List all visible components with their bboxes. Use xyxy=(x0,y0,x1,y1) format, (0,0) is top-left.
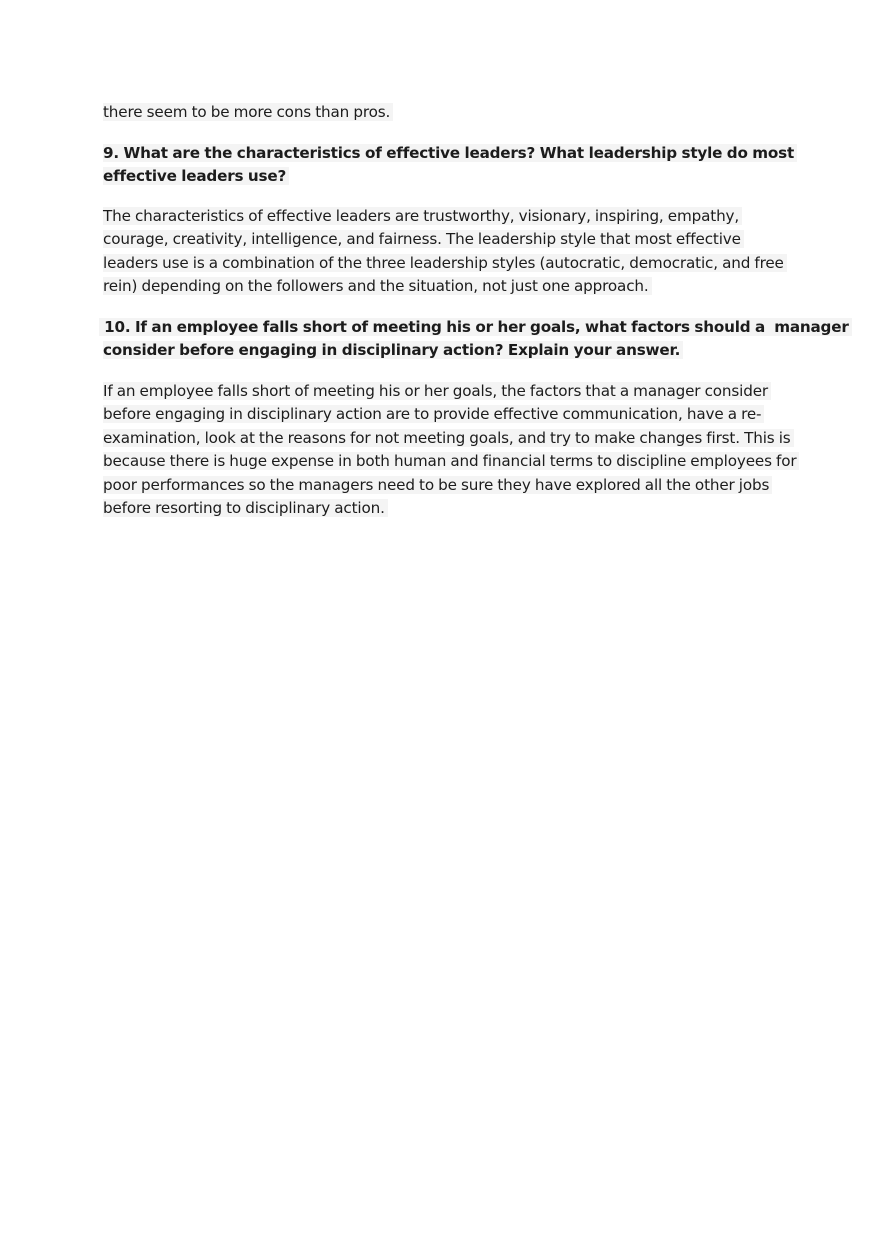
text-line xyxy=(103,165,783,189)
text-line xyxy=(103,450,797,474)
text-line xyxy=(103,252,783,276)
answer-10-paragraph xyxy=(103,380,797,521)
answer-9-paragraph xyxy=(103,205,783,299)
text-line xyxy=(99,316,849,340)
question-10-heading xyxy=(99,316,849,363)
text-run: before engaging in disciplinary action are to provide effective communication, have a re- xyxy=(103,405,764,423)
text-run: 9. What are the characteristics of effective leaders? What leadership style do most xyxy=(103,144,797,162)
text-line xyxy=(103,339,783,363)
text-run: 10. If an employee falls short of meeting his or her goals, what factors should a manager xyxy=(99,318,852,336)
text-line xyxy=(103,275,783,299)
text-line xyxy=(103,497,783,521)
text-line xyxy=(103,474,783,498)
text-line xyxy=(103,403,783,427)
text-line xyxy=(103,427,791,451)
text-run: there seem to be more cons than pros. xyxy=(103,103,393,121)
document-body xyxy=(99,101,849,521)
text-line xyxy=(103,142,795,166)
text-line xyxy=(103,380,783,404)
text-line xyxy=(103,205,783,229)
text-run: If an employee falls short of meeting his or her goals, the factors that a manager consider xyxy=(103,382,771,400)
text-run: rein) depending on the followers and the situation, not just one approach. xyxy=(103,277,652,295)
text-run: because there is huge expense in both human and financial terms to discipline employees for xyxy=(103,452,799,470)
text-run: courage, creativity, intelligence, and fairness. The leadership style that most effective xyxy=(103,230,744,248)
text-run: before resorting to disciplinary action. xyxy=(103,499,388,517)
text-run: consider before engaging in disciplinary action? Explain your answer. xyxy=(103,341,683,359)
intro-paragraph xyxy=(103,101,783,125)
text-run: leaders use is a combination of the three leadership styles (autocratic, democratic, and free xyxy=(103,254,787,272)
text-run: poor performances so the managers need to be sure they have explored all the other jobs xyxy=(103,476,772,494)
text-run: effective leaders use? xyxy=(103,167,289,185)
question-9-heading xyxy=(103,142,795,189)
text-line xyxy=(103,101,783,125)
text-run: examination, look at the reasons for not meeting goals, and try to make changes first. This is xyxy=(103,429,794,447)
text-line xyxy=(103,228,783,252)
text-run: The characteristics of effective leaders are trustworthy, visionary, inspiring, empathy, xyxy=(103,207,742,225)
